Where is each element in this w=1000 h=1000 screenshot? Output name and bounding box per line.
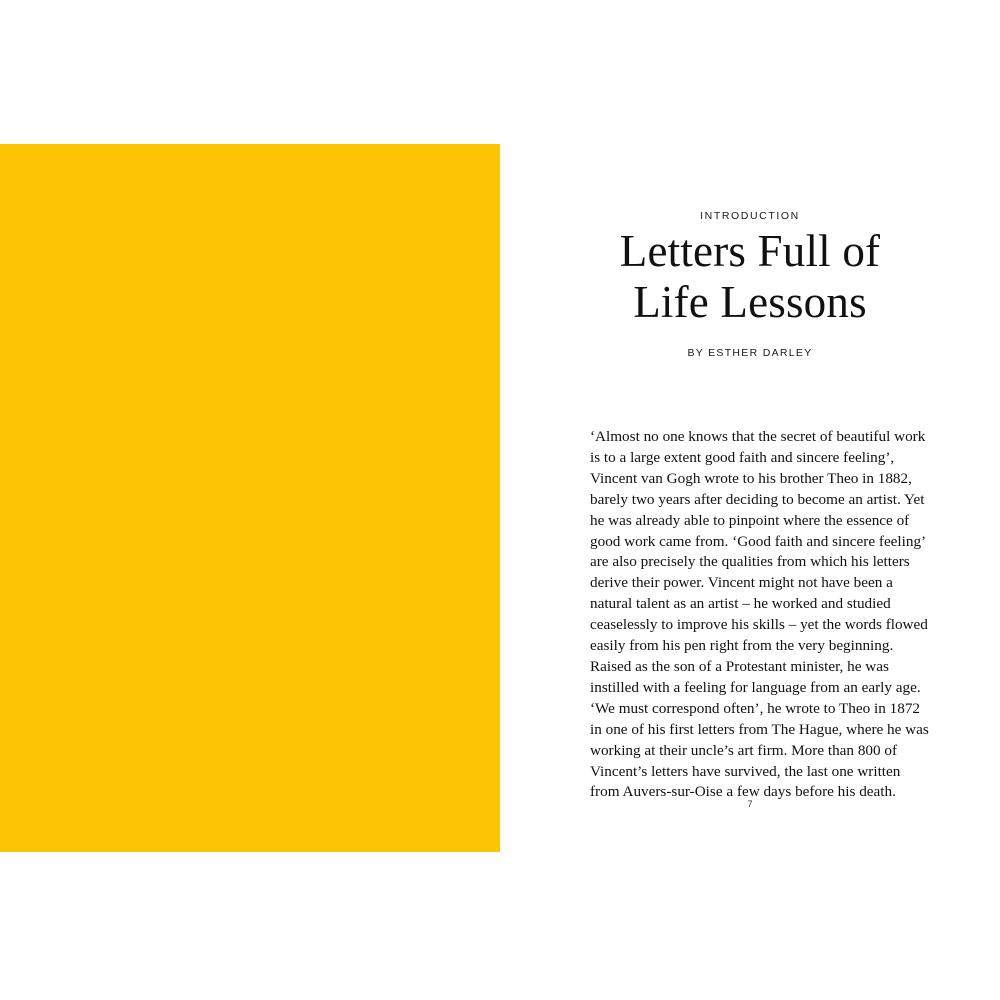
page-number: 7: [747, 799, 753, 809]
page-title-line-2: Life Lessons: [633, 277, 867, 327]
left-page-color-plate: [0, 144, 500, 852]
body-paragraph: ‘Almost no one knows that the secret of beautiful work is to a large extent good faith and sincere feeling’, Vincent van Gogh wrote to his brother Theo in 1882, barely two years after deciding to become an artist. Yet he was already able to pinpoint where the essence of good work came from. ‘Good faith and sincere feeling’ are also precisely the qualities from which his letters derive their power. Vincent might not have been a natural talent as an artist – he worked and studied ceaselessly to improve his skills – yet the words flowed easily from his pen right from the very beginning. Raised as the son of a Protestant minister, he was instilled with a feeling for language from an early age. ‘We must correspond often’, he wrote to Theo in 1872 in one of his first letters from The Hague, where he was working at their uncle’s art firm. More than 800 of Vincent’s letters have survived, the last one written from Auvers-sur-Oise a few days before his death.: [590, 428, 929, 801]
section-eyebrow: INTRODUCTION: [700, 210, 800, 222]
author-byline: BY ESTHER DARLEY: [687, 347, 813, 359]
right-page: [500, 144, 1000, 852]
page-title: [500, 226, 1000, 328]
page-title-line-1: Letters Full of: [619, 226, 881, 276]
